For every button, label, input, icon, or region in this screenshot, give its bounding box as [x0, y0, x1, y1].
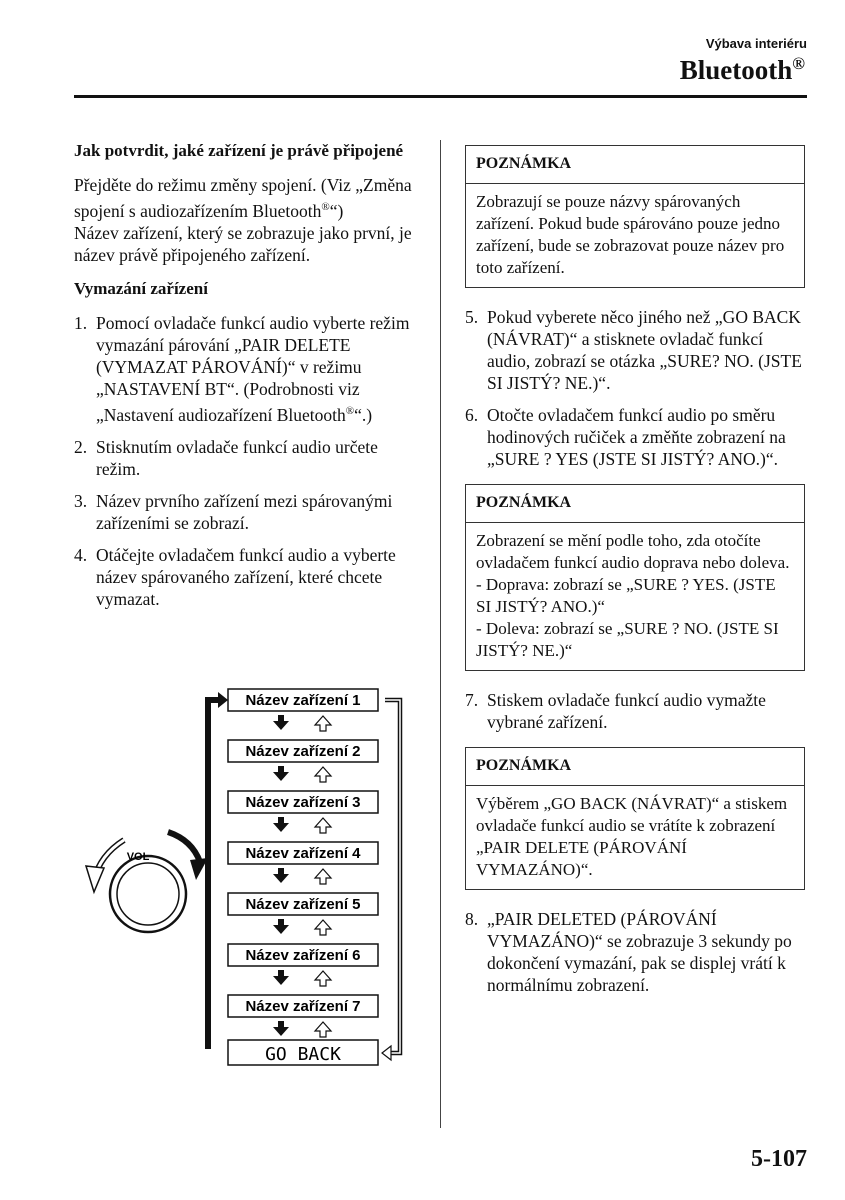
vol-label: VOL — [126, 851, 150, 863]
device-label: Název zařízení 3 — [245, 794, 361, 811]
paragraph-change-mode: Přejděte do režimu změny spojení. (Viz „Změna spojení s audiozařízením Bluetooth®“) — [74, 175, 412, 221]
note-title: POZNÁMKA — [466, 748, 804, 786]
up-arrow-icon — [315, 818, 331, 833]
down-arrow-icon — [273, 817, 289, 832]
left-steps — [74, 312, 419, 610]
go-back-label: GO BACK — [265, 1044, 341, 1065]
down-arrow-icon — [273, 715, 289, 730]
note-title: POZNÁMKA — [466, 146, 804, 184]
list-item: 6. Otočte ovladačem funkcí audio po směru hodinových ručiček a změňte zobrazení na „SURE ? YES (JSTE SI JISTÝ? ANO.)“. — [465, 405, 786, 469]
header-rule — [74, 95, 807, 98]
heading-delete-device: Vymazání zařízení — [74, 278, 208, 298]
down-arrow-icon — [273, 868, 289, 883]
note-box — [465, 747, 805, 890]
list-item: 2. Stisknutím ovladače funkcí audio určete režim. — [74, 436, 378, 479]
up-arrow-icon — [315, 920, 331, 935]
right-steps-c — [465, 908, 805, 996]
list-item: 7. Stiskem ovladače funkcí audio vymažte vybrané zařízení. — [465, 690, 766, 732]
right-steps-b — [465, 689, 805, 733]
up-arrow-icon — [315, 716, 331, 731]
list-item: 4. Otáčejte ovladačem funkcí audio a vyberte název spárovaného zařízení, které chcete vymazat. — [74, 544, 396, 609]
vol-knob-icon — [110, 856, 186, 932]
loop-back-arrow-icon — [208, 692, 228, 1049]
note-box — [465, 484, 805, 671]
list-item: 5. Pokud vyberete něco jiného než „GO BACK (NÁVRAT)“ a stisknete ovladač funkcí audio, zobrazí se otázka „SURE? NO. (JSTE SI JISTÝ? NE.)“. — [465, 307, 802, 393]
list-item: 8. „PAIR DELETED (PÁROVÁNÍ VYMAZÁNO)“ se zobrazuje 3 sekundy po dokončení vymazání, pak se displej vrátí k normálnímu zobrazení. — [465, 909, 792, 995]
down-arrow-icon — [273, 766, 289, 781]
right-steps-a — [465, 306, 805, 470]
device-label: Název zařízení 1 — [245, 692, 361, 709]
up-arrow-icon — [315, 1022, 331, 1037]
device-label: Název zařízení 5 — [245, 896, 361, 913]
up-arrow-icon — [315, 971, 331, 986]
left-column — [74, 140, 419, 620]
down-arrow-icon — [273, 919, 289, 934]
paragraph-first-device: Název zařízení, který se zobrazuje jako první, je název právě připojeného zařízení. — [74, 222, 412, 265]
device-label: Název zařízení 2 — [245, 743, 361, 760]
list-item: 3. Název prvního zařízení mezi spárovanými zařízeními se zobrazí. — [74, 490, 393, 533]
down-arrow-icon — [273, 1021, 289, 1036]
right-column — [465, 145, 805, 1006]
down-arrow-icon — [273, 970, 289, 985]
chapter-title: Bluetooth® — [679, 54, 805, 85]
up-arrow-icon — [315, 869, 331, 884]
note-text: Výběrem „GO BACK (NÁVRAT)“ a stiskem ovladače funkcí audio se vrátíte k zobrazení „PAIR DELETE (PÁROVÁNÍ VYMAZÁNO)“. — [476, 794, 788, 879]
device-label: Název zařízení 7 — [245, 998, 361, 1015]
note-title: POZNÁMKA — [466, 485, 804, 523]
loop-forward-arrow-icon — [382, 700, 400, 1060]
page-number: 5-107 — [751, 1146, 807, 1172]
up-arrow-icon — [315, 767, 331, 782]
note-text: Zobrazení se mění podle toho, zda otočíte ovladačem funkcí audio doprava nebo doleva. - Doprava: zobrazí se „SURE ? YES. (JSTE SI JISTÝ? ANO.)“ - Doleva: zobrazí se „SURE ? NO. (JSTE SI JISTÝ? NE.)“ — [476, 531, 790, 660]
note-box — [465, 145, 805, 288]
note-text: Zobrazují se pouze názvy spárovaných zařízení. Pokud bude spárováno pouze jedno zařízení, bude se zobrazovat pouze název pro toto zařízení. — [476, 192, 785, 277]
column-divider — [440, 140, 441, 1128]
device-selection-diagram — [60, 680, 420, 1080]
device-label: Název zařízení 6 — [245, 947, 361, 964]
heading-connected-device: Jak potvrdit, jaké zařízení je právě připojené — [74, 141, 404, 160]
section-title: Výbava interiéru — [705, 36, 807, 51]
device-label: Název zařízení 4 — [245, 845, 361, 862]
list-item: 1. Pomocí ovladače funkcí audio vyberte režim vymazání párování „PAIR DELETE (VYMAZAT PÁROVÁNÍ)“ v režimu „NASTAVENÍ BT“. (Podrobnosti viz „Nastavení audiozařízení Bluetooth®“.) — [74, 312, 410, 425]
